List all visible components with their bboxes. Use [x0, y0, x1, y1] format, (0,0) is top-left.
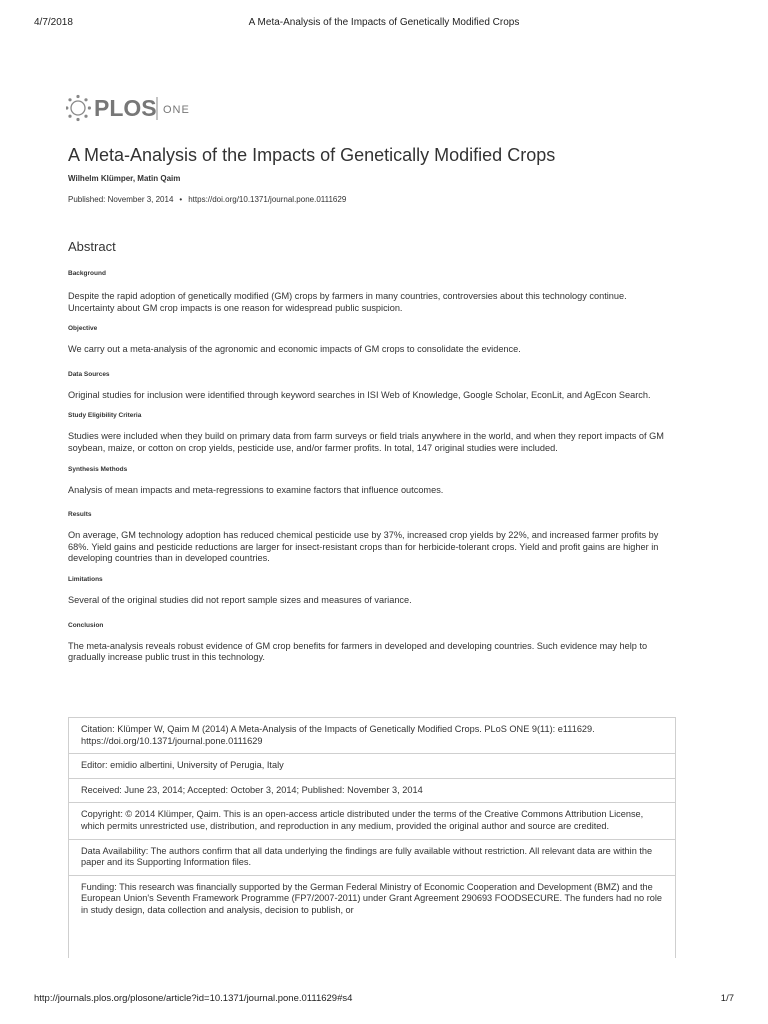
section-text: Original studies for inclusion were identified through keyword searches in ISI Web of Knowledge, Google Scholar, EconLit, and AgEcon Search.: [68, 389, 651, 400]
svg-text:PLOS: PLOS: [94, 95, 157, 121]
print-page-title: A Meta-Analysis of the Impacts of Genetically Modified Crops: [248, 17, 520, 28]
section-label: Data Sources: [68, 370, 110, 378]
section-label: Background: [68, 270, 106, 277]
published-date: Published: November 3, 2014: [68, 195, 174, 204]
separator-bullet: •: [179, 195, 183, 204]
svg-text:ONE: ONE: [163, 104, 190, 116]
section-label: Limitations: [68, 575, 103, 583]
citation-row: Citation: Klümper W, Qaim M (2014) A Meta-Analysis of the Impacts of Genetically Modified Crops. PLoS ONE 9(11): e111629. https://doi.org/10.1371/journal.pone.0111629: [69, 718, 675, 754]
editor-row: Editor: emidio albertini, University of Perugia, Italy: [69, 754, 675, 779]
page-number: 1/7: [720, 993, 734, 1004]
section-label: Results: [68, 511, 92, 519]
abstract-section-eligibility: [68, 410, 672, 454]
publication-info: [68, 195, 346, 204]
doi-link[interactable]: https://doi.org/10.1371/journal.pone.0111629: [188, 195, 347, 204]
dates-row: Received: June 23, 2014; Accepted: October 3, 2014; Published: November 3, 2014: [69, 779, 675, 804]
abstract-section-limitations: [68, 574, 672, 607]
section-text: Analysis of mean impacts and meta-regressions to examine factors that influence outcomes.: [68, 484, 444, 495]
data-availability-row: Data Availability: The authors confirm that all data underlying the findings are fully available without restriction. All relevant data are within the paper and its Supporting Information files.: [69, 840, 675, 876]
abstract-heading: Abstract: [68, 239, 116, 254]
funding-row: Funding: This research was financially supported by the German Federal Ministry of Economic Cooperation and Development (BMZ) and the European Union's Seventh Framework Programme (FP7/2007-2011) under Grant Agreement 290693 FOODSECURE. The funders had no role in study design, data collection and analysis, decision to publish, or: [81, 881, 663, 915]
print-date: 4/7/2018: [34, 17, 73, 28]
section-label: Study Eligibility Criteria: [68, 412, 142, 420]
section-text: Studies were included when they build on primary data from farm surveys or field trials anywhere in the world, and when they report impacts of GM soybean, maize, or cotton on crop yields, pesticide use, and/or farmer profits. In total, 147 original studies were included.: [68, 431, 664, 453]
section-text: The meta-analysis reveals robust evidence of GM crop benefits for farmers in developed and developing countries. Such evidence may help to gradually increase public trust in this technology.: [68, 640, 648, 663]
author-list[interactable]: Wilhelm Klümper, Matin Qaim: [68, 174, 181, 183]
section-text: Despite the rapid adoption of genetically modified (GM) crops by farmers in many countries, controversies about this technology continue. Uncertainty about GM crop impacts is one reason for widespread public suspicion.: [68, 291, 627, 313]
section-text: On average, GM technology adoption has reduced chemical pesticide use by 37%, increased crop yields by 22%, and increased farmer profits by 68%. Yield gains and pesticide reductions are larger for insect-resistant crops than for herbicide-tolerant crops. Yield and profit gains are higher in developing countries than in developed countries.: [68, 530, 659, 564]
article-info-box: [68, 717, 676, 958]
section-text: We carry out a meta-analysis of the agronomic and economic impacts of GM crops to consolidate the evidence.: [68, 344, 521, 355]
abstract-sections: [68, 268, 672, 664]
section-label: Conclusion: [68, 621, 104, 629]
abstract-section-results: [68, 509, 672, 565]
copyright-row: Copyright: © 2014 Klümper, Qaim. This is an open-access article distributed under the terms of the Creative Commons Attribution License, which permits unrestricted use, distribution, and reproduction in any medium, provided the original author and source are credited.: [69, 803, 675, 839]
plos-one-logo[interactable]: [66, 90, 226, 126]
article-title: A Meta-Analysis of the Impacts of Genetically Modified Crops: [68, 145, 556, 165]
section-label: Objective: [68, 325, 98, 333]
print-url: http://journals.plos.org/plosone/article?id=10.1371/journal.pone.0111629#s4: [34, 993, 353, 1004]
abstract-section-background: [68, 268, 672, 314]
abstract-section-conclusion: [68, 620, 672, 664]
section-label: Synthesis Methods: [68, 465, 128, 473]
section-text: Several of the original studies did not report sample sizes and measures of variance.: [68, 594, 412, 605]
abstract-section-synthesis-methods: [68, 464, 672, 497]
abstract-section-data-sources: [68, 369, 672, 402]
abstract-section-objective: [68, 323, 672, 356]
plos-logo-icon: [66, 90, 226, 126]
